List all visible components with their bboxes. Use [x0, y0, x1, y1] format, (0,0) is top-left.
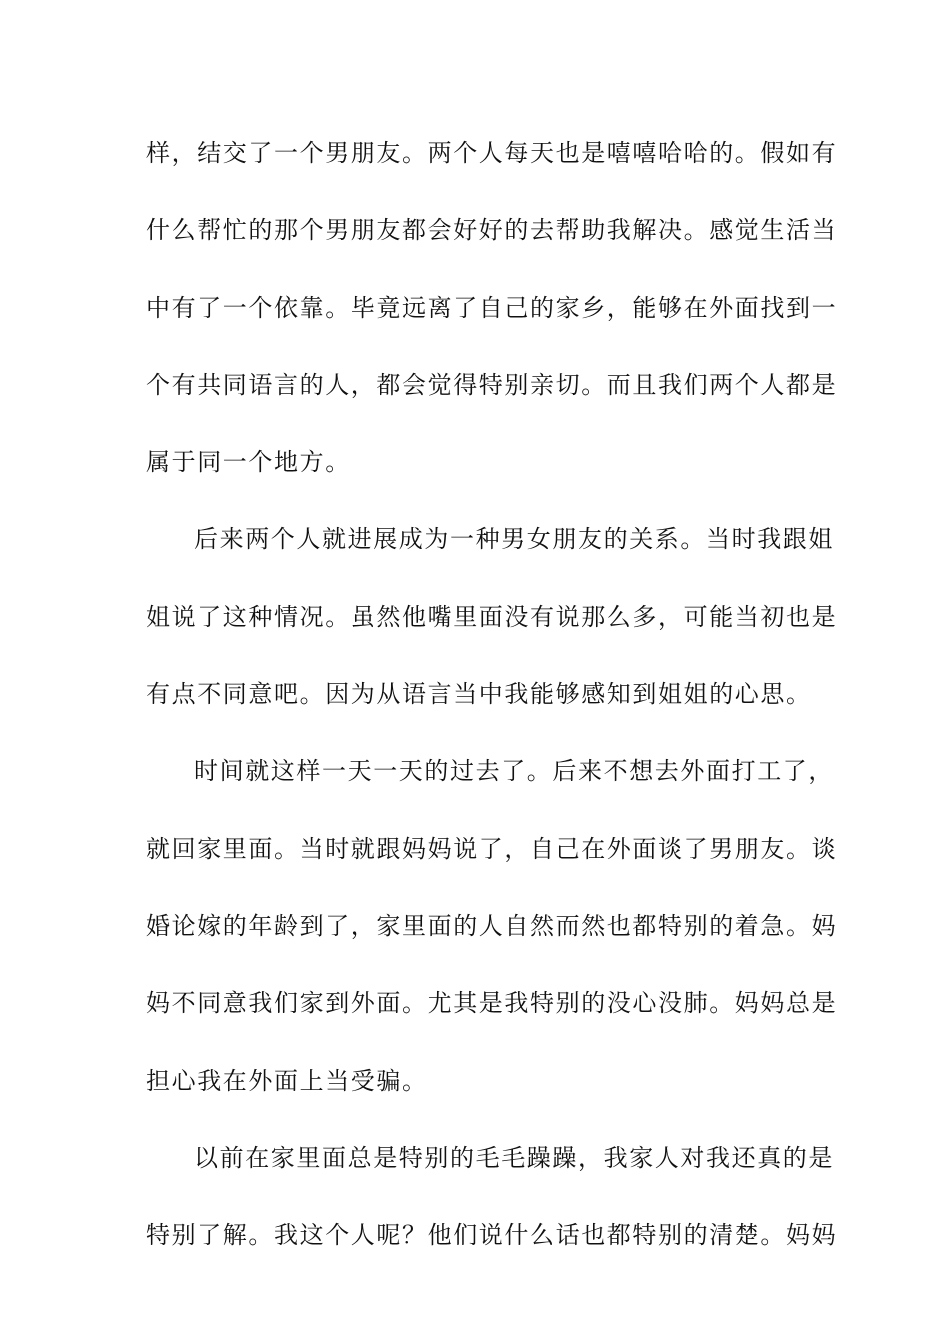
document-body [146, 125, 838, 1284]
text-line: 属于同一个地方。 [146, 448, 351, 477]
text-line: 样，结交了一个男朋友。两个人每天也是嘻嘻哈哈的。假如有 [146, 139, 838, 167]
text-line: 姐说了这种情况。虽然他嘴里面没有说那么多，可能当初也是 [146, 602, 838, 631]
text-line: 婚论嫁的年龄到了，家里面的人自然而然也都特别的着急。妈 [146, 911, 838, 940]
paragraph-first-line: 以前在家里面总是特别的毛毛躁躁，我家人对我还真的是 [194, 1143, 834, 1172]
paragraph-first-line: 后来两个人就进展成为一种男女朋友的关系。当时我跟姐 [194, 525, 834, 554]
text-line: 妈不同意我们家到外面。尤其是我特别的没心没肺。妈妈总是 [146, 989, 838, 1018]
text-line: 特别了解。我这个人呢？他们说什么话也都特别的清楚。妈妈 [146, 1221, 838, 1250]
text-line: 中有了一个依靠。毕竟远离了自己的家乡，能够在外面找到一 [146, 293, 838, 322]
text-line: 就回家里面。当时就跟妈妈说了，自己在外面谈了男朋友。谈 [146, 834, 838, 863]
text-line: 担心我在外面上当受骗。 [146, 1066, 428, 1095]
text-line: 有点不同意吧。因为从语言当中我能够感知到姐姐的心思。 [146, 680, 812, 709]
text-line: 什么帮忙的那个男朋友都会好好的去帮助我解决。感觉生活当 [146, 216, 838, 245]
paragraph-first-line: 时间就这样一天一天的过去了。后来不想去外面打工了， [194, 757, 834, 786]
text-line: 个有共同语言的人，都会觉得特别亲切。而且我们两个人都是 [146, 370, 838, 399]
